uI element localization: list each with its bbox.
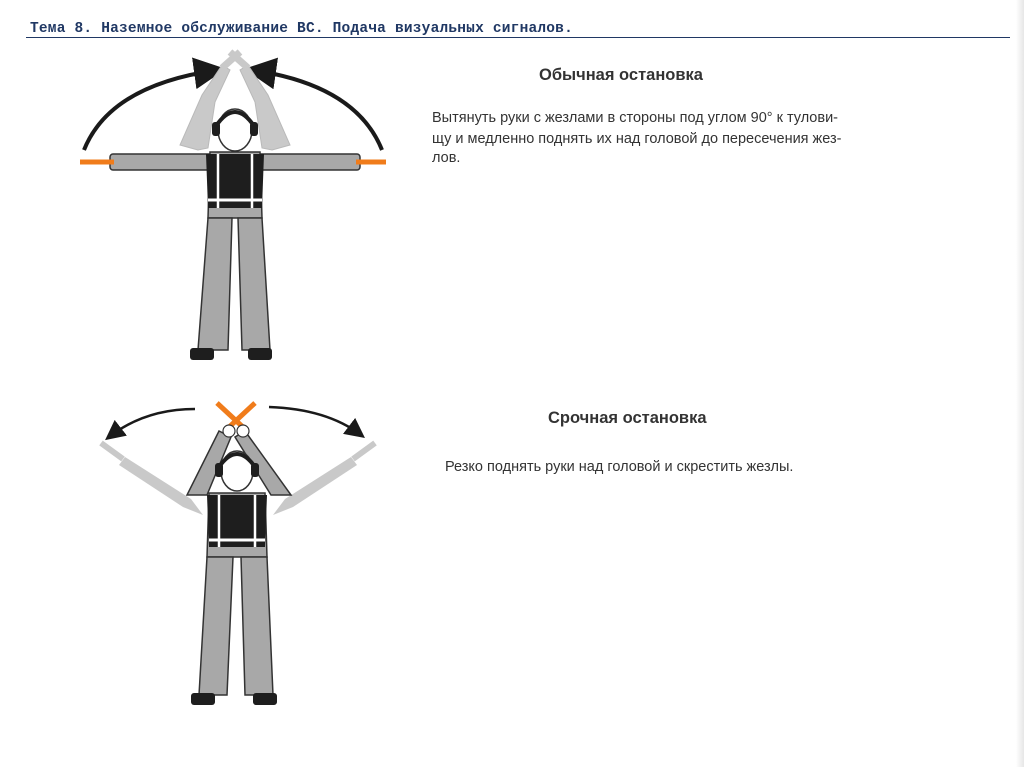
normal-stop-description-line: щу и медленно поднять их над головой до пересечения жез- [432,131,842,147]
emergency-stop-description-line: Резко поднять руки над головой и скрестить жезлы. [445,459,794,475]
right-motion-arrow [269,407,361,435]
right-arm [256,154,360,170]
section-heading-emergency-stop: Срочная остановка [548,409,707,427]
normal-stop-description-line: Вытянуть руки с жезлами в стороны под углом 90° к тулови- [432,110,839,126]
slide-edge-shadow [1016,0,1024,767]
ghost-left-arm [119,457,203,515]
left-boot [191,693,215,705]
left-motion-arrow [109,409,195,437]
slide-title: Тема 8. Наземное обслуживание ВС. Подача визуальных сигналов. [30,21,573,37]
right-leg [241,557,273,695]
ghost-wands [222,52,248,68]
right-boot [248,348,272,360]
ghost-right-arm [273,457,357,515]
normal-stop-description-line: лов. [432,150,461,166]
left-arm [110,154,214,170]
section-heading-normal-stop: Обычная остановка [539,66,703,84]
left-leg [199,557,233,695]
left-leg [198,218,232,350]
emergency-stop-illustration [95,395,385,715]
right-leg [238,218,270,350]
normal-stop-illustration [70,50,400,370]
left-boot [190,348,214,360]
right-boot [253,693,277,705]
title-divider [26,37,1010,38]
